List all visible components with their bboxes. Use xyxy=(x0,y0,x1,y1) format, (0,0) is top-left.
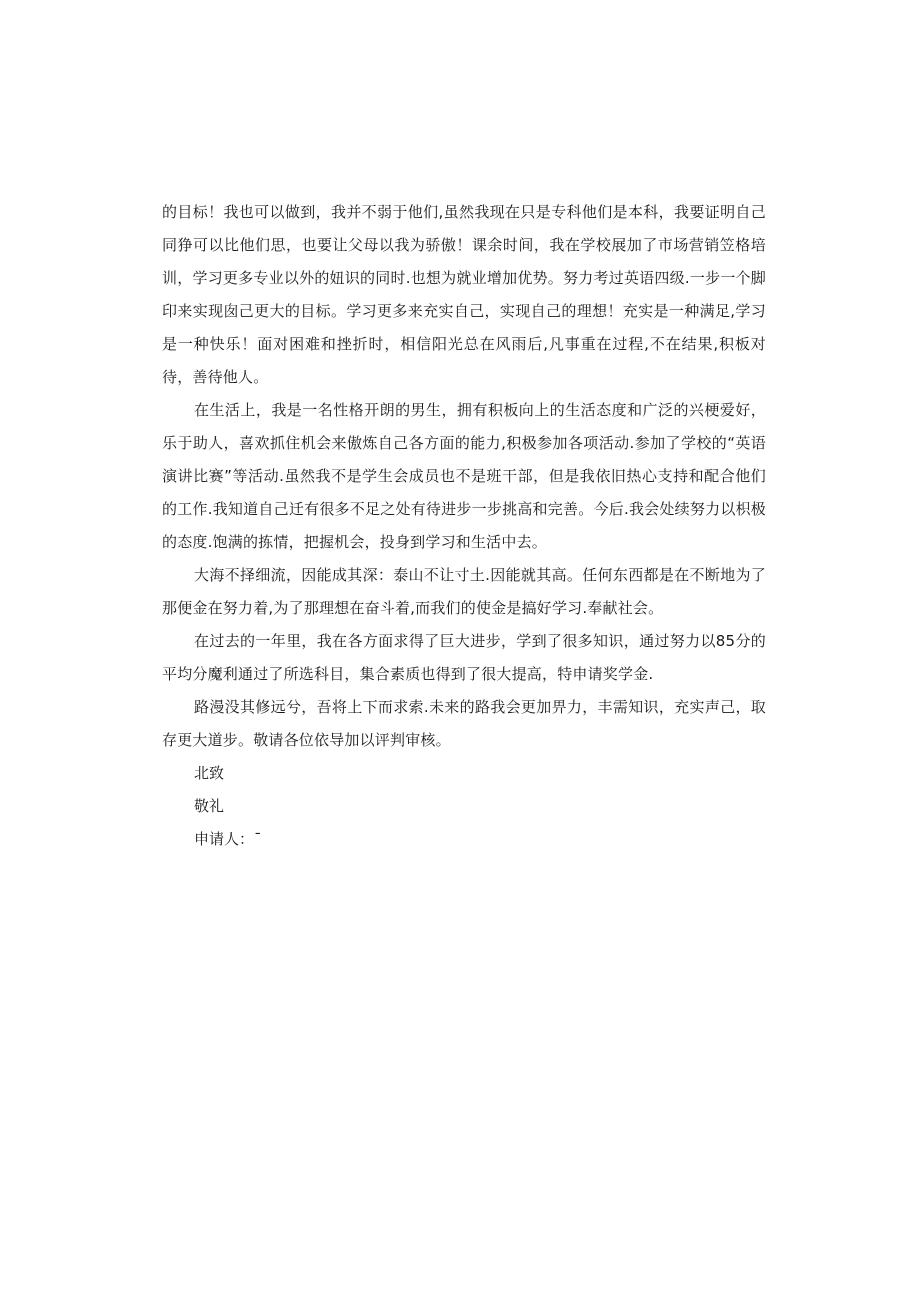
applicant-signature-line: 申请人：¯ xyxy=(194,830,262,848)
closing-regards: 敬礼 xyxy=(194,797,225,815)
paragraph-study-continued: 的目标！我也可以做到，我并不弱于他们,虽然我现在只是专科他们是本科，我要证明自己同狰可以比他们思，也要让父母以我为骄傲！课余时间，我在学校展加了市场营销笠格培训，学习更多专业以外的妞识的同时.也想为就业增加优势。努力考过英语四级.一步一个脚印来实现囱己更大的目标。学习更多来充实自己，实现自己的理想！充实是一种满足,学习是一种快乐！面对困难和挫折时，相信阳光总在风雨后,凡事重在过程,不在结果,积板对待，善待他人。 xyxy=(162,203,766,386)
letter-body xyxy=(162,196,766,856)
paragraph-achievement: 在过去的一年里，我在各方面求得了巨大进步，学到了很多知识，通过努力以85分的平均分魔利通过了所选科目，集合素质也得到了很大提高，特申请奖学金. xyxy=(162,632,766,683)
paragraph-life: 在生活上，我是一名性格开朗的男生，拥有积板向上的生活态度和广泛的兴梗爱好，乐于助人，喜欢抓住机会来傲炼自己各方面的能力,积极参加各项活动.参加了学校的“英语演讲比赛”等活动.虽然我不是学生会成员也不是班干部，但是我依旧热心支持和配合他们的工作.我知道自己迁有很多不足之处有待进步一步挑高和完善。今后.我会处续努力以枳极的态度.饱满的拣情，把握机会，投身到学习和生活中去。 xyxy=(162,401,766,551)
paragraph-conclusion: 路漫没其修远兮，吾将上下而求索.未来的路我会更加畀力，丰需知识，充实声己，取存更大道步。敬请各位依导加以评判审核。 xyxy=(162,698,766,749)
paragraph-proverb: 大海不择细流，因能成其深：泰山不让寸土.因能就其高。任何东西都是在不断地为了那便金在努力着,为了那理想在奋斗着,而我们的使金是搞好学习.奉献社会。 xyxy=(162,566,766,617)
closing-salutation: 北致 xyxy=(194,764,225,782)
